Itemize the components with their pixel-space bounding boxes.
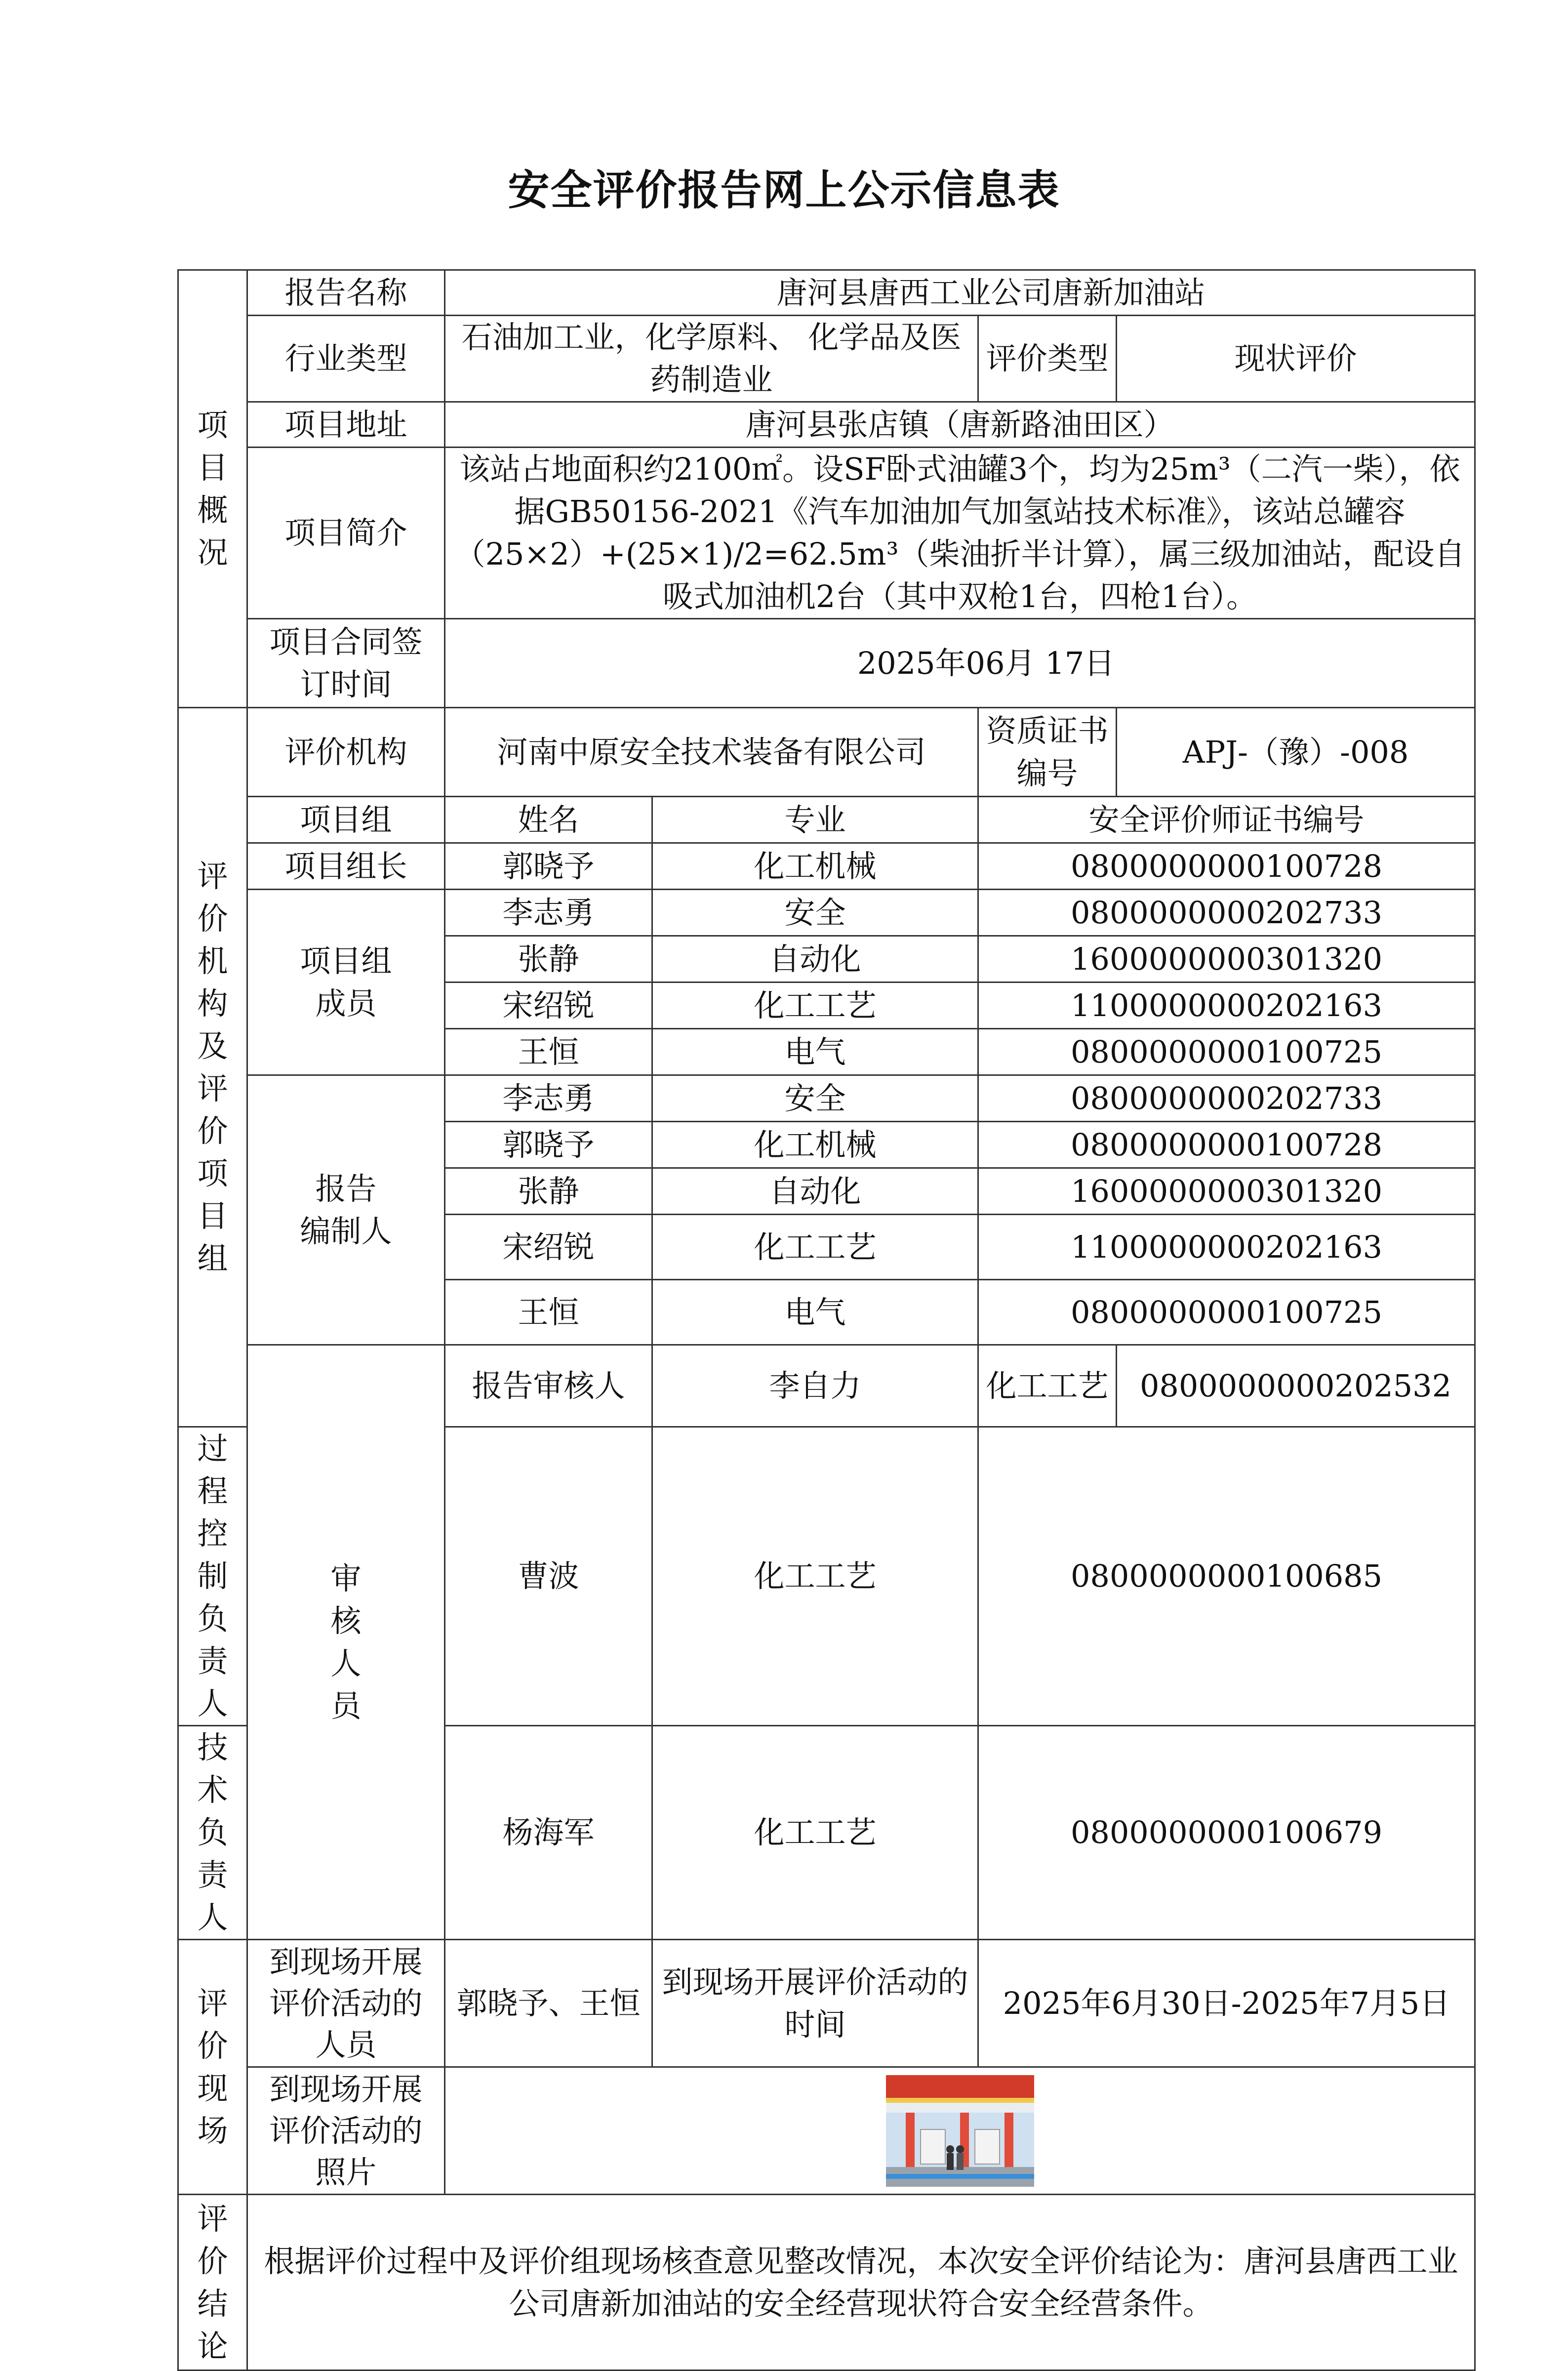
row-contract [178,619,1475,708]
row-report-name [178,270,1475,316]
reviewer-role-line2: 负责人 [197,1600,228,1721]
reviewer-role: 技术负责人 [178,1726,247,1940]
report-name-label: 报告名称 [247,270,445,316]
section-label-char: 目 [197,1197,228,1234]
industry-value: 石油加工业，化学原料、 化学品及医药制造业 [445,316,978,402]
table-row [178,1075,1475,1122]
org-label: 评价机构 [247,708,445,797]
author-cert: 1600000000301320 [978,1168,1475,1215]
section-label-char: 评 [197,1985,228,2021]
section-eval-team [178,708,247,1427]
leader-label: 项目组长 [247,843,445,890]
section-label-char: 构 [197,985,228,1022]
section-label [186,855,240,1280]
section-label-char: 价 [197,2243,228,2279]
authors-label [247,1075,445,1345]
leader-major: 化工机械 [652,843,978,890]
site-time-value: 2025年6月30日-2025年7月5日 [978,1940,1475,2067]
member-major: 安全 [652,890,978,936]
section-label-char: 价 [197,2027,228,2064]
reviewer-major: 化工工艺 [652,1427,978,1726]
section-label-char: 评 [197,858,228,894]
header-group: 项目组 [247,797,445,843]
page-title: 安全评价报告网上公示信息表 [508,166,1060,214]
section-site [178,1940,247,2195]
section-label-char: 项 [197,1155,228,1191]
row-leader [178,843,1475,890]
reviewer-cert: 0800000000100679 [978,1726,1475,1940]
section-label [186,2198,240,2368]
author-major: 自动化 [652,1168,978,1215]
table-row [178,890,1475,936]
row-conclusion [178,2195,1475,2371]
contract-label: 项目合同签订时间 [247,619,445,708]
author-cert: 0800000000202733 [978,1075,1475,1122]
section-label-char: 评 [197,1070,228,1106]
section-label-char: 人 [330,1645,362,1681]
author-major: 安全 [652,1075,978,1122]
reviewer-role [178,1427,247,1726]
author-name: 李志勇 [445,1075,652,1122]
section-label-char: 目 [197,449,228,486]
member-name: 宋绍锐 [445,982,652,1029]
section-label-char: 组 [197,1240,228,1276]
row-org [178,708,1475,797]
authors-label-line2: 编制人 [300,1213,392,1249]
section-label-char: 及 [197,1027,228,1064]
leader-name: 郭晓予 [445,843,652,890]
author-major: 化工机械 [652,1122,978,1168]
reviewer-cert: 0800000000100685 [978,1427,1475,1726]
section-label [186,404,240,574]
site-photo-label: 到现场开展评价活动的照片 [247,2067,445,2195]
site-photo [886,2075,1034,2187]
author-cert: 0800000000100728 [978,1122,1475,1168]
row-site-people [178,1940,1475,2067]
header-major: 专业 [652,797,978,843]
members-label-line1: 项目组 [300,942,392,979]
reviewer-major: 化工工艺 [652,1726,978,1940]
contract-value: 2025年06月 17日 [445,619,1475,708]
section-label-char: 项 [197,407,228,443]
row-industry [178,316,1475,402]
site-photo-cell [445,2067,1475,2195]
leader-cert: 0800000000100728 [978,843,1475,890]
section-label [186,1982,240,2152]
section-label-char: 机 [197,942,228,979]
member-major: 化工工艺 [652,982,978,1029]
member-name: 李志勇 [445,890,652,936]
author-name: 王恒 [445,1280,652,1345]
report-name-value: 唐河县唐西工业公司唐新加油站 [445,270,1475,316]
author-major: 化工工艺 [652,1215,978,1280]
author-cert: 0800000000100725 [978,1280,1475,1345]
row-site-photo [178,2067,1475,2195]
cert-label: 资质证书编号 [978,708,1117,797]
section-label-char: 评 [197,2200,228,2237]
section-label-char: 价 [197,1112,228,1149]
header-name: 姓名 [445,797,652,843]
conclusion-text: 根据评价过程中及评价组现场核查意见整改情况，本次安全评价结论为：唐河县唐西工业公司唐新加油站的安全经营现状符合安全经营条件。 [247,2195,1475,2371]
section-label-char: 况 [197,534,228,571]
org-value: 河南中原安全技术装备有限公司 [445,708,978,797]
member-name: 王恒 [445,1029,652,1075]
industry-label: 行业类型 [247,316,445,402]
member-cert: 0800000000100725 [978,1029,1475,1075]
author-name: 张静 [445,1168,652,1215]
row-team-headers [178,797,1475,843]
eval-type-value: 现状评价 [1117,316,1475,402]
author-major: 电气 [652,1280,978,1345]
section-label-char: 论 [197,2328,228,2364]
brief-label: 项目简介 [247,448,445,619]
cert-value: APJ-（豫）-008 [1117,708,1475,797]
author-name: 宋绍锐 [445,1215,652,1280]
site-people-label: 到现场开展评价活动的人员 [247,1940,445,2067]
brief-value: 该站占地面积约2100㎡。设SF卧式油罐3个，均为25m³（二汽一柴），依据GB50156-2021《汽车加油加气加氢站技术标准》，该站总罐容（25×2）+(25×1)/2=62.5m³（柴油折半计算），属三级加油站，配设自吸式加油机2台（其中双枪1台，四枪1台）。 [445,448,1475,619]
reviewer-role: 报告审核人 [445,1345,652,1427]
row-address [178,402,1475,448]
author-name: 郭晓予 [445,1122,652,1168]
info-table [177,269,1476,2371]
section-label-char: 场 [197,2112,228,2149]
members-label [247,890,445,1075]
table-row [178,1345,1475,1427]
member-cert: 1100000000202163 [978,982,1475,1029]
gas-station-photo-icon [886,2075,1034,2187]
site-people-value: 郭晓予、王恒 [445,1940,652,2067]
section-label-char: 审 [330,1560,362,1596]
address-label: 项目地址 [247,402,445,448]
section-label-char: 现 [197,2070,228,2106]
eval-type-label: 评价类型 [978,316,1117,402]
reviewer-cert: 0800000000202532 [1117,1345,1475,1427]
section-label-char: 结 [197,2285,228,2322]
section-overview [178,270,247,708]
member-cert: 0800000000202733 [978,890,1475,936]
section-label-char: 价 [197,900,228,937]
section-conclusion [178,2195,247,2371]
section-label-char: 概 [197,491,228,528]
member-major: 自动化 [652,936,978,982]
address-value: 唐河县张店镇（唐新路油田区） [445,402,1475,448]
reviewer-name: 杨海军 [445,1726,652,1940]
reviewer-role-line1: 过程控制 [197,1431,228,1594]
member-cert: 1600000000301320 [978,936,1475,982]
reviewer-name: 李自力 [652,1345,978,1427]
site-time-label: 到现场开展评价活动的时间 [652,1940,978,2067]
members-label-line2: 成员 [315,985,377,1022]
reviewer-major: 化工工艺 [978,1345,1117,1427]
row-brief [178,448,1475,619]
section-label [255,1557,437,1727]
header-cert: 安全评价师证书编号 [978,797,1475,843]
reviewer-name: 曹波 [445,1427,652,1726]
author-cert: 1100000000202163 [978,1215,1475,1280]
section-reviewers [247,1345,445,1940]
section-label-char: 核 [330,1602,362,1639]
section-label-char: 员 [330,1687,362,1724]
member-major: 电气 [652,1029,978,1075]
authors-label-line1: 报告 [315,1170,377,1207]
member-name: 张静 [445,936,652,982]
